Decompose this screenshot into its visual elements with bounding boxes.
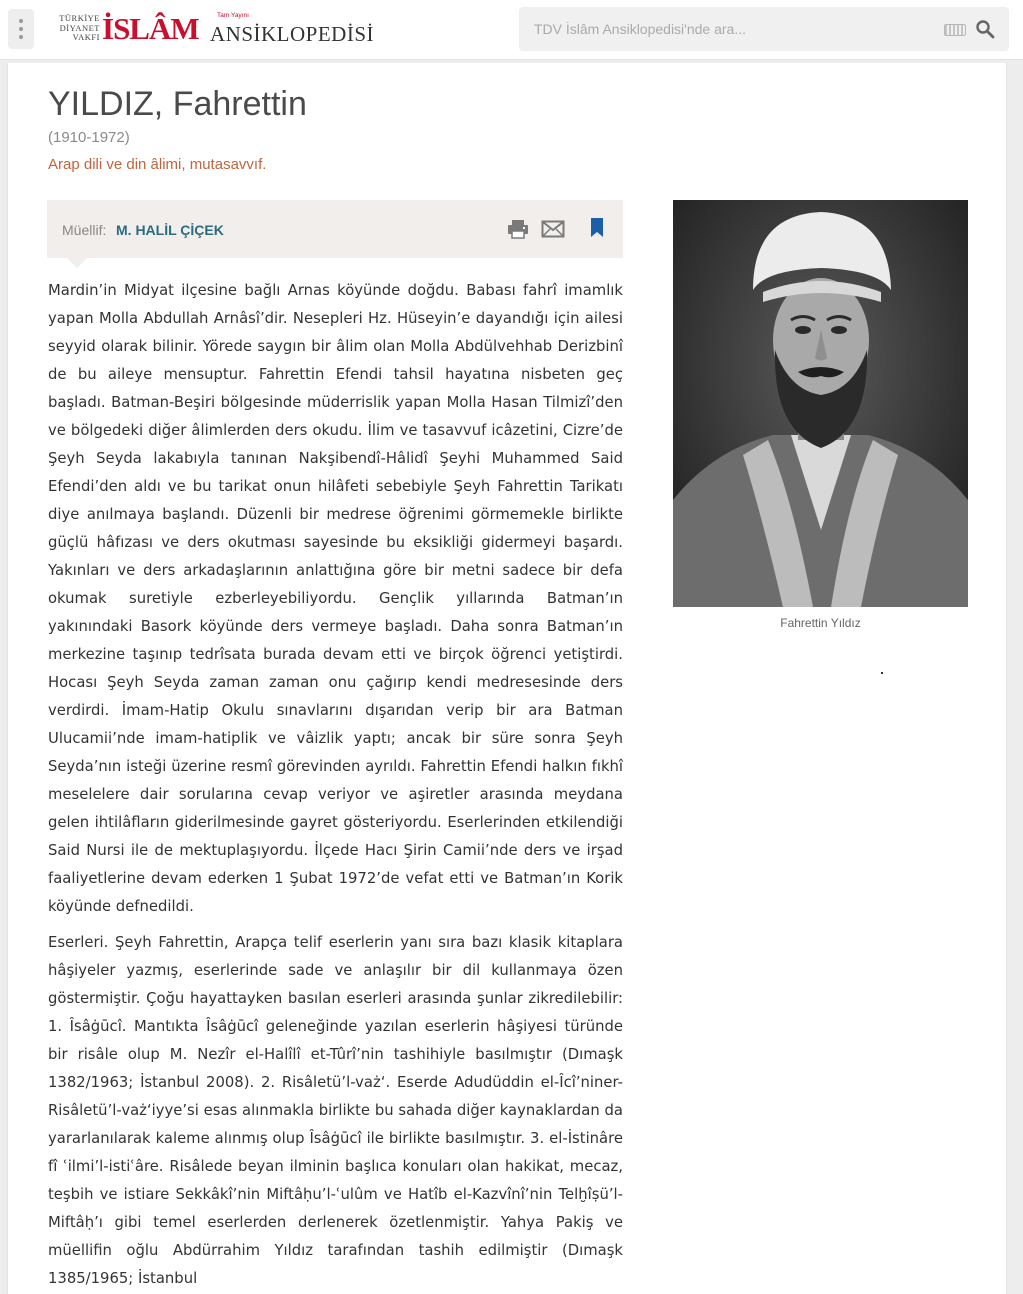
logo-ansiklopedisi: ANSİKLOPEDİSİ [210,22,374,46]
author-bar [47,200,623,258]
site-logo[interactable] [52,12,382,46]
print-icon[interactable] [506,217,530,241]
portrait-image [673,200,968,607]
menu-dots-icon[interactable] [8,9,34,49]
search-box [519,7,1009,51]
article-dates: (1910-1972) [48,129,130,146]
author-link[interactable]: M. HALİL ÇİÇEK [116,222,224,238]
search-icon[interactable] [975,19,995,39]
article-panel [7,63,1007,1294]
top-header [0,0,1023,60]
logo-org: TÜRKİYE DİYANET VAKFI [59,13,100,42]
author-label: Müellif: [62,222,107,238]
photo-caption: Fahrettin Yıldız [780,616,861,630]
search-input[interactable] [519,7,929,51]
logo-tagline: Tam Yayını [217,12,249,19]
mail-icon[interactable] [541,218,565,240]
article-subtitle: Arap dili ve din âlimi, mutasavvıf. [48,156,267,173]
article-title: YILDIZ, Fahrettin [48,85,307,123]
decorative-dot [881,672,883,674]
portrait-photo[interactable] [673,200,968,607]
paragraph: Eserleri. Şeyh Fahrettin, Arapça telif eserlerin yanı sıra bazı klasik kitaplara hâşiyeler yazmış, eserlerinde sade ve anlaşılır bir dil kullanmaya özen göstermiştir. Çoğu hayattayken basılan eserleri arasında şunlar zikredilebilir: 1. Îsâġūcî. Mantıkta Îsâġūcî geleneğinde yazılan eserlerin hâşiyesi türünde bir risâle olup M. Nezîr el-Halîlî et-Tûrî’nin tashihiyle basılmıştır (Dımaşk 1382/1963; İstanbul 2008). 2. Risâletü’l-vaż‘. Eserde Adudüddin el-Îcî’niner-Risâletü’l-vaż‘iyye’si esas alınmakla birlikte bu sahada diğer kaynaklardan da yararlanılarak kaleme alınmış olup Îsâġūcî ile birlikte basılmıştır. 3. el-İstinâre fî ʿilmi’l-istiʿâre. Risâlede beyan ilminin başlıca konuları olan hakikat, mecaz, teşbih ve istiare Sekkâkî’nin Miftâḥu’l-ʿulûm ve Hatîb el-Kazvînî’nin Telḫîṣü’l-Miftâḥ’ı gibi temel eserlerden derlenerek özetlenmiştir. Yahya Pakiş ve müellifin oğlu Abdürrahim Yıldız tarafından tashih edilmiştir (Dımaşk 1385/1965; İstanbul [48,934,623,1287]
article-body [48,277,623,1294]
logo-islam: İSLÂM [102,11,199,46]
bookmark-icon[interactable] [589,217,605,239]
paragraph: Mardin’in Midyat ilçesine bağlı Arnas köyünde doğdu. Babası fahrî imamlık yapan Molla Abdullah Arnâsî’dir. Nesepleri Hz. Hüseyin’e dayandığı için ailesi seyyid olarak bilinir. Yörede saygın bir âlim olan Molla Abdülvehhab Derizbinî de bu aileye mensuptur. Fahrettin Efendi tahsil hayatına nisbeten geç başladı. Batman-Beşiri bölgesinde müderrislik yapan Molla Hasan Tilmizî’den ve bölgedeki diğer âlimlerden ders okudu. İlim ve tasavvuf icâzetini, Cizre’de Şeyh Seyda lakabıyla tanınan Nakşibendî-Hâlidî Şeyhi Muhammed Said Efendi’den aldı ve bu tarikat onun hilâfeti sebebiyle Şeyh Fahrettin Tarikatı diye anılmaya başlandı. Düzenli bir medrese öğrenimi görmemekle birlikte güçlü hâfızası ve ders okutması sayesinde bu eksikliği gidermeyi başardı. Yakınları ve ders arkadaşlarının anlattığına göre bir metni sadece bir defa okumak suretiyle ezberleyebiliyordu. Gençlik yıllarında Batman’ın yakınındaki Basork köyünde ders vermeye başladı. Daha sonra Batman’ın merkezine taşınıp tedrîsata burada devam etti ve birçok öğrenci yetiştirdi. Hocası Şeyh Seyda zaman zaman onu çağırıp kendi medresesinde ders verdirdi. İmam-Hatip Okulu sınavlarını dışarıdan verip bir ara Batman Ulucamii’nde imam-hatiplik ve vâizlik yaptı; ancak bir süre sonra Şeyh Seyda’nın isteği üzerine resmî görevinden ayrıldı. Fahrettin Efendi halkın fıkhî meselelere dair sorularına cevap veriyor ve aşiretler arasında meydana gelen ihtilâfların giderilmesinde gayret gösteriyordu. Eserlerinden etkilendiği Said Nursi ile de mektuplaşıyordu. İlçede Hacı Şirin Camii’nde ders ve irşad faaliyetlerine devam ederken 1 Şubat 1972’de vefat etti ve Batman’ın Korik köyünde defnedildi. [48,282,623,915]
keyboard-icon[interactable] [944,24,966,36]
